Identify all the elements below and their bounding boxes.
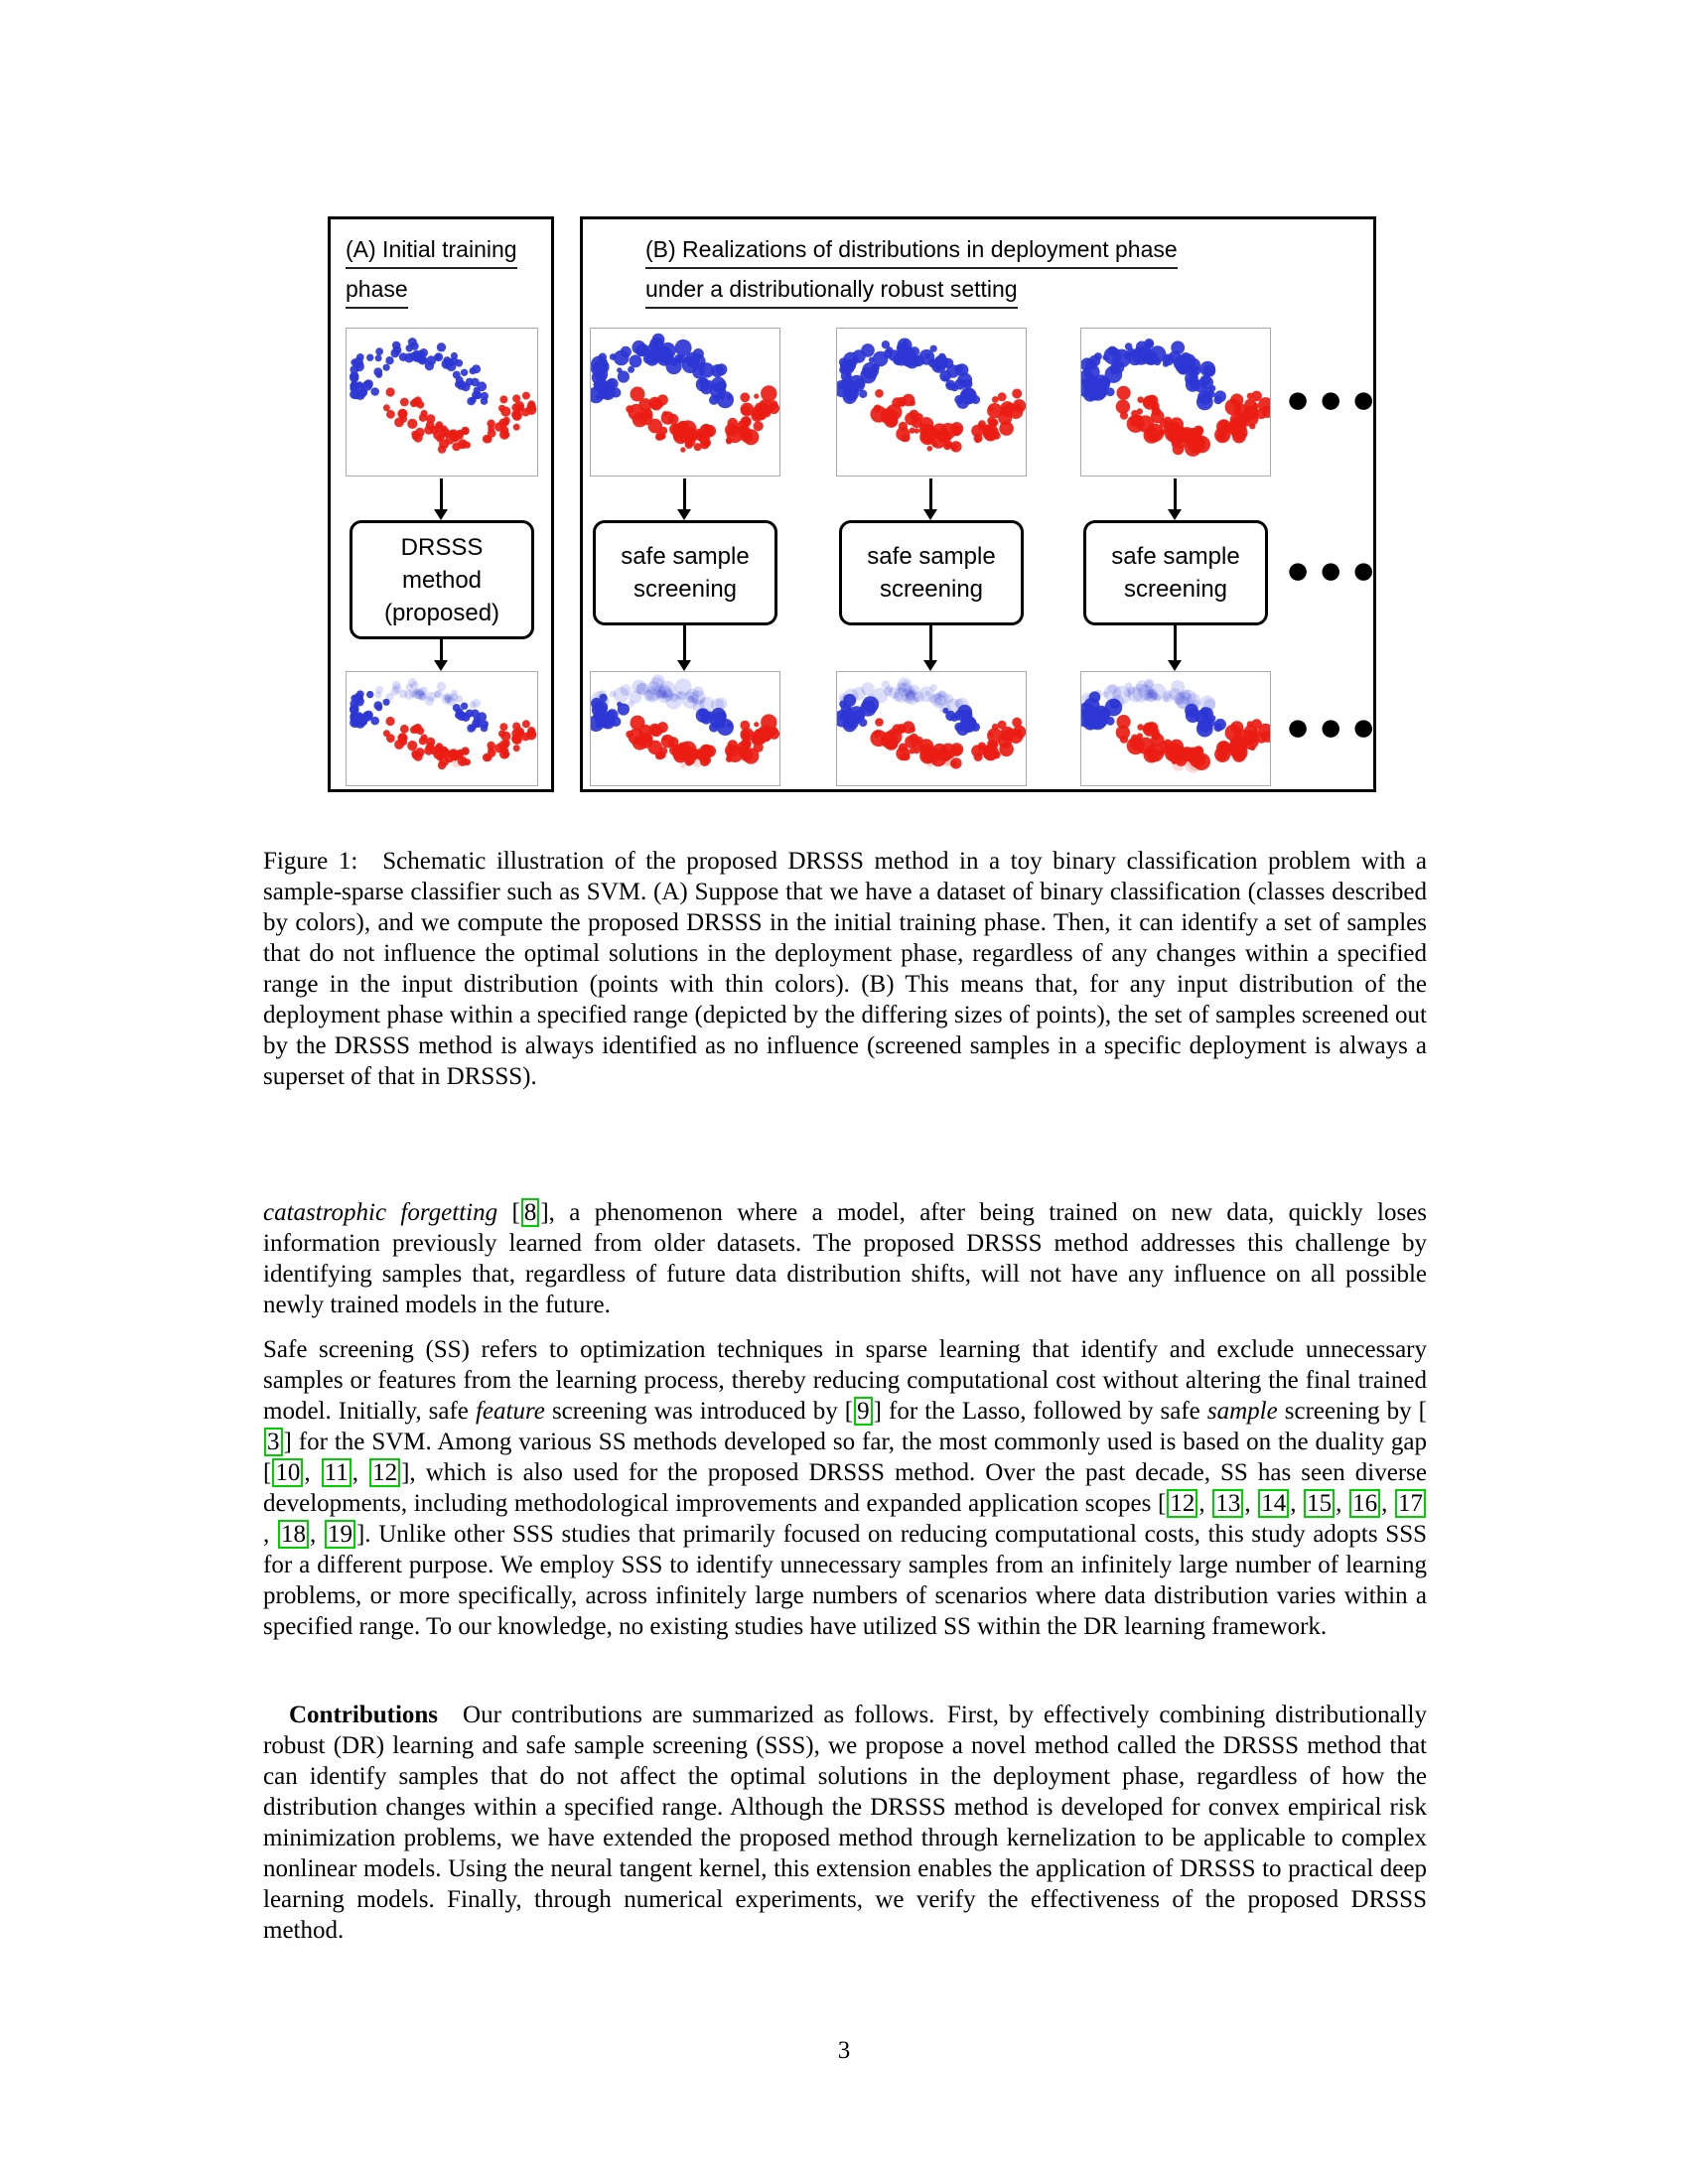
safe-sample-screening-box-2 [839, 520, 1024, 625]
ellipsis-icon: ●●● [1288, 715, 1387, 741]
drsss-box-line2: method [401, 566, 483, 594]
safe-sample-screening-box-1 [593, 520, 777, 625]
screening-box-line2: screening [633, 576, 738, 603]
figure-caption: Figure 1: Schematic illustration of the proposed DRSSS method in a toy binary classification problem with a sample-sparse classifier such as SVM. (A) Suppose that we have a dataset of binary classification (classes described by colors), and we compute the proposed DRSSS in the initial training phase. Then, it can identify a set of samples that do not influence the optimal solutions in the deployment phase, regardless of any changes within a specified range in the input distribution (points with thin colors). (B) This means that, for any input distribution of the deployment phase within a specified range (depicted by the differing sizes of points), the set of samples screened out by the DRSSS method is always identified as no influence (screened samples in a specific deployment is always a superset of that in DRSSS). [263, 848, 1427, 1090]
scatter-plot-realization-1 [590, 328, 780, 477]
arrow-down-icon [440, 639, 443, 661]
scatter-plot-realization-1-screened [590, 671, 780, 786]
arrow-down-icon [440, 478, 443, 510]
scatter-plot-realization-3 [1080, 328, 1271, 477]
paragraph-safe-screening: Safe screening (SS) refers to optimization techniques in sparse learning that identify and exclude unnecessary samples or features from the learning process, thereby reducing computational cost without altering the final trained model. Initially, safe feature screening was introduced by [ 9 ] for the Lasso, followed by safe sample screening by [3 ] for the SVM. Among various SS methods developed so far, the most commonly used is based on the duality gap [ 10 , 11 , 12 ], which is also used for the proposed DRSSS method. Over the past decade, SS has seen diverse developments, including methodological improvements and expanded application scopes [ 12 , 13 , 14 , 15 , 16 , 17, 18 , 19 ]. Unlike other SSS studies that primarily focused on reducing computational costs, this study adopts SSS for a different purpose. We employ SSS to identify unnecessary samples from an infinitely large number of learning problems, or more specifically, across infinitely large numbers of scenarios where data distribution varies within a specified range. To our knowledge, no existing studies have utilized SS within the DR learning framework. [263, 1336, 1428, 1640]
screening-box-line1: safe sample [1111, 543, 1240, 570]
ellipsis-icon: ●●● [1288, 387, 1387, 413]
safe-sample-screening-box-3 [1083, 520, 1268, 625]
panel-b-label-line1: (B) Realizations of distributions in deployment phase [645, 234, 1178, 269]
ellipsis-icon: ●●● [1288, 558, 1387, 584]
screening-box-line2: screening [879, 576, 984, 603]
panel-b-label [645, 234, 1178, 314]
scatter-plot-initial-training [346, 328, 538, 477]
drsss-box-line3: (proposed) [383, 599, 500, 626]
scatter-plot-realization-2 [836, 328, 1027, 477]
arrow-down-icon [1174, 625, 1177, 661]
panel-a-label [346, 234, 517, 314]
scatter-plot-initial-screened [346, 671, 538, 786]
scatter-plot-realization-2-screened [836, 671, 1027, 786]
scatter-plot-realization-3-screened [1080, 671, 1271, 786]
arrow-down-icon [929, 625, 932, 661]
panel-a-label-line2: phase [346, 274, 408, 309]
arrow-down-icon [929, 478, 932, 510]
panel-b-label-line2: under a distributionally robust setting [645, 274, 1018, 309]
panel-a-label-line1: (A) Initial training [346, 234, 517, 269]
paragraph-catastrophic-forgetting: catastrophic forgetting [ 8 ], a phenomenon where a model, after being trained on new data, quickly loses information previously learned from older datasets. The proposed DRSSS method addresses this challenge by identifying samples that, regardless of future data distribution shifts, will not have any influence on all possible newly trained models in the future. [263, 1199, 1428, 1318]
screening-box-line2: screening [1123, 576, 1228, 603]
body-text [263, 1197, 1427, 1946]
arrow-down-icon [1174, 478, 1177, 510]
arrow-down-icon [683, 625, 686, 661]
screening-box-line1: safe sample [621, 543, 750, 570]
arrow-down-icon [683, 478, 686, 510]
drsss-box-line1: DRSSS [400, 533, 484, 561]
drsss-method-box [350, 520, 534, 639]
paragraph-contributions: Contributions Our contributions are summarized as follows. First, by effectively combining distributionally robust (DR) learning and safe sample screening (SSS), we propose a novel method called the DRSSS method that can identify samples that do not affect the optimal solutions in the deployment phase, regardless of how the distribution changes within a specified range. Although the DRSSS method is developed for convex empirical risk minimization problems, we have extended the proposed method through kernelization to be applicable to complex nonlinear models. Using the neural tangent kernel, this extension enables the application of DRSSS to practical deep learning models. Finally, through numerical experiments, we verify the effectiveness of the proposed DRSSS method. [263, 1702, 1427, 1944]
page-number: 3 [837, 2037, 851, 2064]
screening-box-line1: safe sample [867, 543, 996, 570]
